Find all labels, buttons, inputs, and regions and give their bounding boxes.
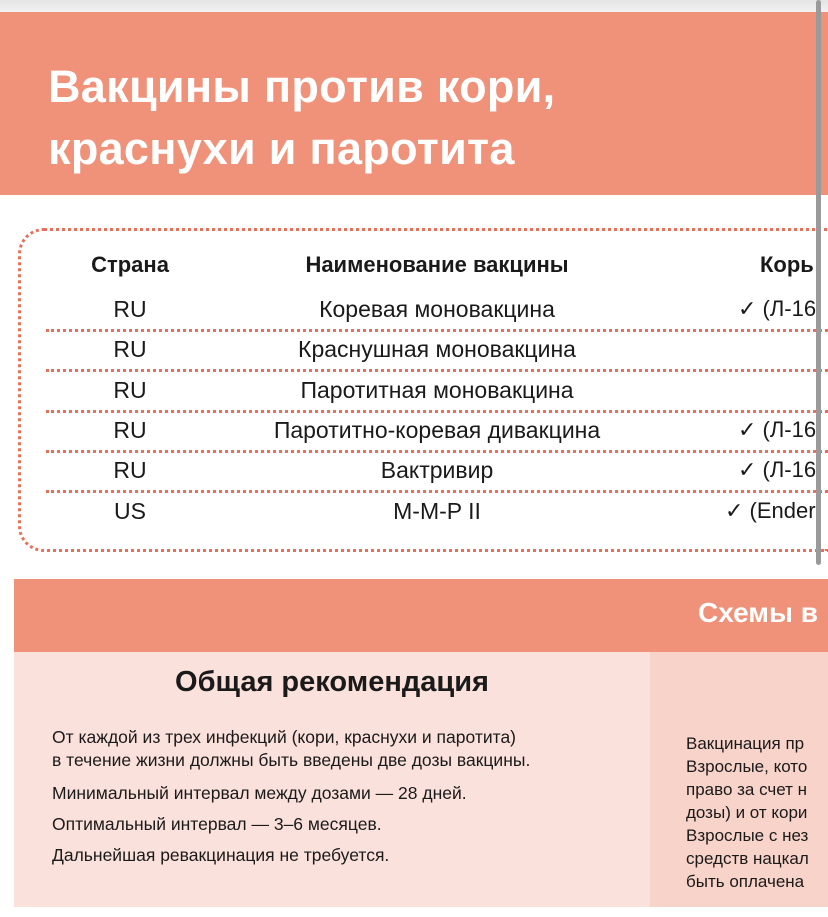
row-divider — [46, 329, 828, 332]
scheme-text-line: дозы) и от кори — [686, 803, 808, 822]
row-divider — [46, 369, 828, 372]
scrollbar[interactable] — [816, 0, 821, 565]
row-measles-strain: ✓ (Л-16 — [738, 457, 817, 483]
general-recommendation-panel — [14, 652, 650, 907]
scheme-text-line: средств нацкал — [686, 849, 809, 868]
column-header-measles: Корь — [760, 252, 814, 277]
row-vaccine-name: Паротитная моновакцина — [300, 376, 574, 403]
recommendation-text: Дальнейшая ревакцинация не требуется. — [52, 845, 390, 865]
schemes-header — [14, 579, 828, 652]
adult-scheme-panel — [650, 652, 828, 907]
scheme-text-line: право за счет н — [686, 780, 808, 799]
row-country: RU — [113, 296, 147, 322]
recommendation-text: От каждой из трех инфекций (кори, краснухи и паротита) в течение жизни должны быть введены две дозы вакцины. — [52, 727, 531, 770]
column-header-country: Страна — [91, 252, 169, 277]
general-recommendation-heading: Общая рекомендация — [175, 666, 489, 698]
row-vaccine-name: Коревая моновакцина — [319, 296, 555, 322]
recommendation-text: Минимальный интервал между дозами — 28 дней. — [52, 783, 467, 803]
row-country: RU — [113, 336, 147, 363]
row-measles-strain: ✓ (Л-16 — [738, 296, 817, 321]
schemes-title: Схемы в — [698, 597, 818, 628]
row-country: RU — [113, 457, 147, 484]
row-divider — [46, 490, 828, 493]
row-measles-strain: ✓ (Л-16 — [738, 416, 817, 442]
scheme-text-line: быть оплачена — [686, 872, 805, 891]
row-vaccine-name: Вактривир — [380, 457, 494, 484]
scheme-text-line: Взрослые с нез — [686, 826, 809, 845]
recommendation-text: Оптимальный интервал — 3–6 месяцев. — [52, 814, 382, 834]
page-title: Вакцины против кори, краснухи и паротита — [48, 61, 556, 174]
row-country: RU — [113, 416, 147, 443]
column-header-vaccine-name: Наименование вакцины — [305, 252, 569, 277]
scheme-text-line: Вакцинация пр — [686, 734, 805, 753]
scheme-text-line: Взрослые, кото — [686, 757, 808, 776]
header-banner — [0, 12, 828, 195]
row-country: US — [114, 497, 146, 524]
row-divider — [46, 450, 828, 453]
row-country: RU — [113, 376, 147, 403]
row-vaccine-name: M-M-P II — [393, 497, 481, 524]
row-divider — [46, 410, 828, 413]
row-vaccine-name: Краснушная моновакцина — [298, 336, 576, 363]
browser-top-strip — [0, 0, 828, 12]
row-measles-strain: ✓ (Ender — [725, 497, 816, 523]
row-vaccine-name: Паротитно-коревая дивакцина — [273, 416, 601, 443]
